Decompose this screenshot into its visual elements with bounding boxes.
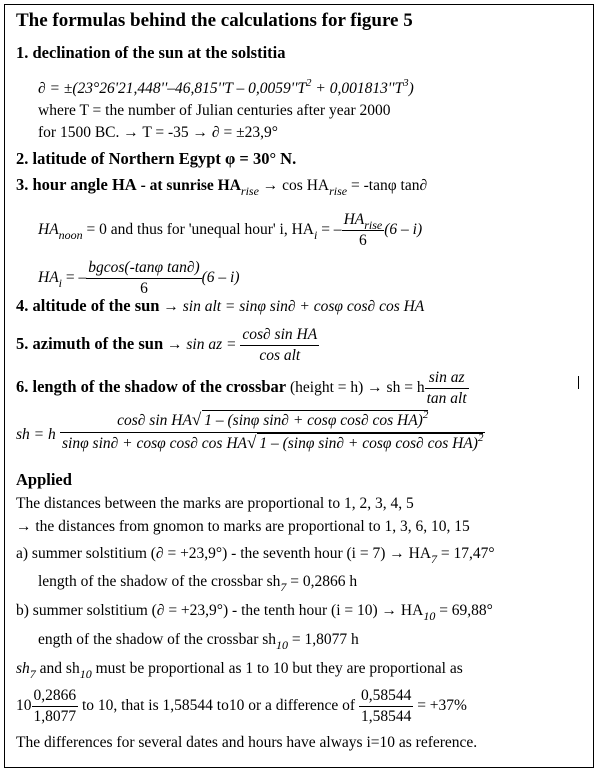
- applied-a2: [38, 573, 358, 594]
- big-num-sqrt: [202, 410, 428, 432]
- declination-formula: [38, 77, 414, 99]
- diff-den: 1,58544: [360, 708, 412, 725]
- where-line: where T = the number of Julian centuries after year 2000: [38, 102, 391, 119]
- diff-num: 0,58544: [360, 687, 412, 704]
- declination-formula-part-c: ): [408, 80, 414, 97]
- big-den-sqrt: [257, 433, 483, 455]
- section-4-heading: 4. altitude of the sun: [16, 296, 160, 315]
- cos-ha-label: → cos HA: [258, 177, 330, 194]
- sqrt-icon-2: √: [247, 433, 257, 452]
- applied-line-2: → the distances from gnomon to marks are proportional to 1, 3, 6, 10, 15: [16, 518, 470, 535]
- hour-angle-rhs: = -tanφ tan∂: [347, 177, 428, 194]
- applied-b-val: = 69,88°: [435, 602, 493, 619]
- hai-tail: (6 – i): [201, 269, 240, 287]
- ha-fraction-num-text: HA: [343, 211, 365, 228]
- applied-b2: [38, 631, 359, 652]
- bgcos-fraction: [86, 258, 201, 299]
- sh7-label: sh: [16, 660, 30, 677]
- applied-heading: Applied: [16, 470, 72, 489]
- applied-d: [16, 686, 467, 727]
- ha-label: HA: [38, 221, 59, 239]
- section-3-line: [16, 175, 428, 198]
- hai-label: HA: [38, 269, 59, 287]
- big-den-exp: 2: [477, 432, 484, 444]
- section-5-heading: 5. azimuth of the sun: [16, 334, 164, 354]
- applied-b-sub: 10: [423, 609, 436, 623]
- applied-b2-text: ength of the shadow of the crossbar sh: [38, 631, 277, 648]
- applied-b2-sub: 10: [276, 638, 289, 652]
- applied-b-text: b) summer solstitium (∂ = +23,9°) - the tenth hour (i = 10) → HA: [16, 602, 424, 619]
- shadow-height-text: (height = h) → sh = h: [286, 379, 425, 397]
- exponent-3: 3: [403, 77, 409, 89]
- noon-text: = 0 and thus for 'unequal hour' i, HA: [82, 221, 314, 239]
- applied-line-1: The distances between the marks are proportional to 1, 2, 3, 4, 5: [16, 495, 414, 512]
- big-fraction-num: [60, 410, 485, 432]
- rise-subscript: rise: [240, 184, 259, 198]
- for-line: for 1500 BC. → T = -35 → ∂ = ±23,9°: [38, 124, 278, 141]
- text-cursor: [578, 376, 579, 389]
- rise-subscript-2: rise: [329, 184, 348, 198]
- ha-tail: (6 – i): [384, 221, 423, 239]
- applied-a-sub: 7: [431, 552, 438, 566]
- applied-d-result: = +37%: [413, 697, 467, 715]
- azimuth-fraction-num: cos∂ sin HA: [242, 326, 318, 343]
- section-6-heading: 6. length of the shadow of the crossbar: [16, 377, 287, 397]
- section-5-line: [16, 325, 319, 366]
- exponent-2: 2: [306, 77, 312, 89]
- section-2-latitude: 2. latitude of Northern Egypt φ = 30° N.: [16, 149, 297, 168]
- shadow-fraction-den: tan alt: [426, 390, 467, 407]
- page-title: The formulas behind the calculations for figure 5: [16, 10, 413, 31]
- applied-a-text: a) summer solstitium (∂ = +23,9°) - the seventh hour (i = 7) → HA: [16, 545, 432, 562]
- noon-line: [38, 210, 422, 251]
- applied-a2-text: length of the shadow of the crossbar sh: [38, 573, 281, 590]
- sh7-sub: 7: [29, 667, 36, 681]
- section-4-line: [16, 297, 424, 316]
- big-num-a: cos∂ sin HA: [117, 412, 192, 429]
- sqrt-icon: √: [191, 410, 202, 429]
- big-num-b: 1 – (sinφ sin∂ + cosφ cos∂ cos HA): [204, 412, 423, 429]
- section-3-heading: 3. hour angle HA: [16, 175, 137, 194]
- shadow-fraction: [425, 368, 469, 409]
- azimuth-fraction-den: cos alt: [240, 345, 319, 366]
- applied-a-val: = 17,47°: [437, 545, 495, 562]
- hai-line: [38, 258, 240, 299]
- noon-subscript: noon: [58, 228, 83, 243]
- ratio-fraction: [32, 686, 79, 727]
- applied-a: [16, 545, 495, 566]
- applied-c: [16, 660, 463, 681]
- applied-a2-val: = 0,2866 h: [286, 573, 358, 590]
- big-num-exp: 2: [422, 409, 429, 421]
- applied-b: [16, 602, 493, 623]
- big-fraction: [60, 410, 485, 455]
- applied-d-mid: to 10, that is 1,58544 to10 or a difference of: [78, 697, 356, 715]
- bgcos-fraction-num: bgcos(-tanφ tan∂): [88, 259, 200, 276]
- big-den-b: 1 – (sinφ sin∂ + cosφ cos∂ cos HA): [259, 435, 478, 452]
- big-formula-fraction: [60, 410, 485, 455]
- ha-fraction-num: [342, 210, 385, 230]
- section-1-heading: 1. declination of the sun at the solstitia: [16, 43, 286, 62]
- sh10-sub: 10: [79, 667, 92, 681]
- applied-b2-val: = 1,8077 h: [288, 631, 359, 648]
- ratio-num: 0,2866: [33, 687, 77, 704]
- ha-fraction: [342, 210, 385, 251]
- diff-fraction: [359, 686, 413, 727]
- azimuth-lhs: → sin az =: [163, 336, 241, 354]
- hai-subscript: i: [58, 276, 63, 291]
- ratio-den: 1,8077: [33, 708, 77, 725]
- sunrise-label: - at sunrise HA: [136, 177, 241, 194]
- i-subscript: i: [313, 228, 318, 243]
- and-sh10: and sh: [35, 660, 80, 677]
- shadow-fraction-num: sin az: [428, 369, 465, 386]
- applied-c-rest: must be proportional as 1 to 10 but they are proportional as: [91, 660, 463, 677]
- equals-minus: = –: [317, 221, 342, 239]
- section-6-line: [16, 368, 469, 409]
- declination-formula-part-b: + 0,001813''T: [311, 80, 404, 97]
- applied-a2-sub: 7: [280, 580, 287, 594]
- ten-factor: 10: [16, 697, 32, 715]
- big-formula-lhs: sh = h: [16, 426, 56, 443]
- azimuth-fraction: [240, 325, 319, 366]
- bgcos-fraction-den: 6: [86, 278, 201, 299]
- altitude-formula: → sin alt = sinφ sin∂ + cosφ cos∂ cos HA: [159, 298, 425, 315]
- ha-fraction-num-sub: rise: [364, 218, 383, 232]
- ha-fraction-den: 6: [342, 230, 385, 251]
- big-fraction-den: [60, 432, 485, 455]
- declination-formula-part-a: ∂ = ±(23°26'21,448''–46,815''T – 0,0059''T: [38, 80, 307, 97]
- big-den-a: sinφ sin∂ + cosφ cos∂ cos HA: [62, 435, 248, 452]
- applied-last: The differences for several dates and hours have always i=10 as reference.: [16, 734, 478, 751]
- equals-minus-2: = –: [62, 269, 87, 287]
